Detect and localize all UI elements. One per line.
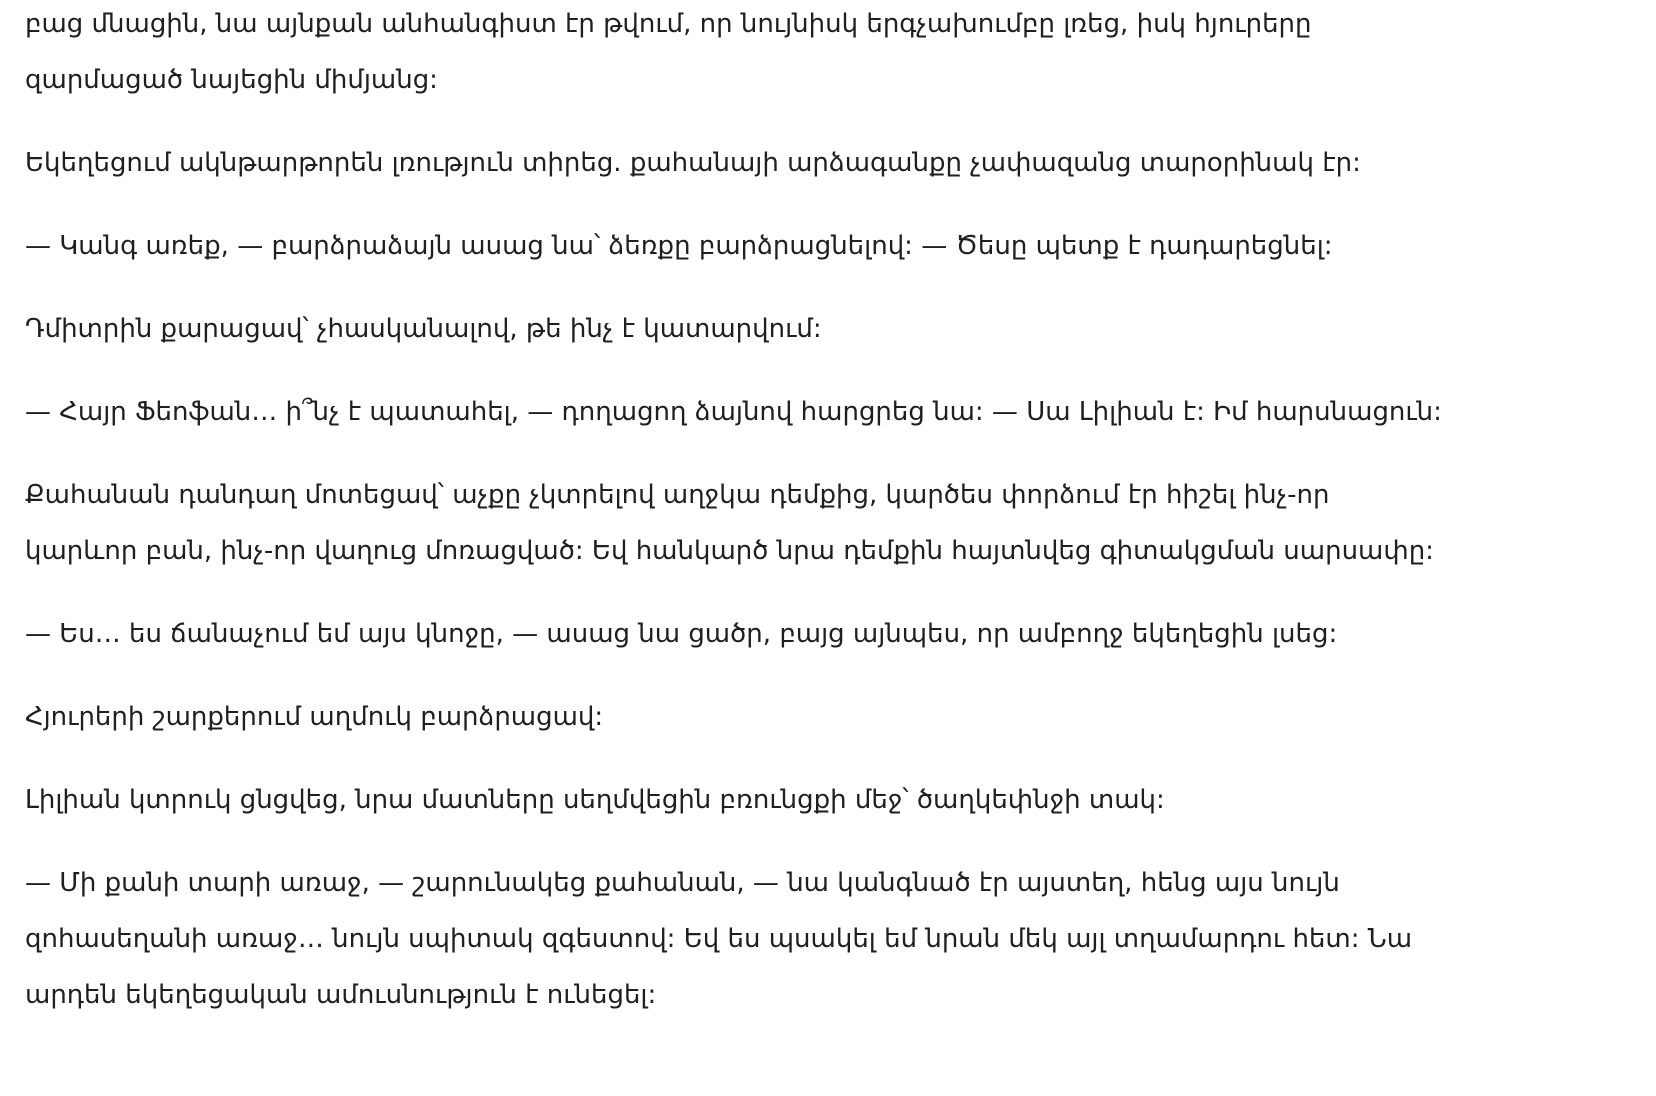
paragraph (25, 467, 1632, 579)
paragraph (25, 0, 1632, 108)
text-line: Հյուրերի շարքերում աղմուկ բարձրացավ: (25, 702, 604, 732)
paragraph (25, 855, 1632, 1023)
paragraph (25, 218, 1632, 274)
text-line: Եկեղեցում ակնթարթորեն լռություն տիրեց. քահանայի արձագանքը չափազանց տարօրինակ էր: (25, 148, 1361, 178)
text-line: բաց մնացին, նա այնքան անհանգիստ էր թվում, որ նույնիսկ երգչախումբը լռեց, իսկ հյուրերը (25, 9, 1312, 39)
paragraph (25, 135, 1632, 191)
text-line: զարմացած նայեցին միմյանց: (25, 65, 438, 95)
text-line: Լիլիան կտրուկ ցնցվեց, նրա մատները սեղմվեցին բռունցքի մեջ՝ ծաղկեփնջի տակ: (25, 785, 1165, 815)
text-line: — Հայր Ֆեոֆան… ի՞նչ է պատահել, — դողացող ձայնով հարցրեց նա: — Սա Լիլիան է: Իմ հարսնացուն: (25, 397, 1442, 427)
text-line: — Մի քանի տարի առաջ, — շարունակեց քահանան, — նա կանգնած էր այստեղ, հենց այս նույն (25, 868, 1340, 898)
paragraph (25, 772, 1632, 828)
paragraph (25, 689, 1632, 745)
story-text (25, 0, 1632, 1023)
text-line: զոհասեղանի առաջ… նույն սպիտակ զգեստով: Եվ ես պսակել եմ նրան մեկ այլ տղամարդու հետ: Նա (25, 924, 1413, 954)
text-line: — Կանգ առեք, — բարձրաձայն ասաց նա՝ ձեռքը բարձրացնելով: — Ծեսը պետք է դադարեցնել: (25, 231, 1333, 261)
text-line: — Ես… ես ճանաչում եմ այս կնոջը, — ասաց նա ցածր, բայց այնպես, որ ամբողջ եկեղեցին լսեց: (25, 619, 1338, 649)
paragraph (25, 301, 1632, 357)
text-line: Քահանան դանդաղ մոտեցավ՝ աչքը չկտրելով աղջկա դեմքից, կարծես փորձում էր հիշել ինչ-որ (25, 480, 1330, 510)
paragraph (25, 384, 1632, 440)
text-line: արդեն եկեղեցական ամուսնություն է ունեցել: (25, 980, 657, 1010)
paragraph (25, 606, 1632, 662)
text-line: Դմիտրին քարացավ՝ չհասկանալով, թե ինչ է կատարվում: (25, 314, 822, 344)
text-line: կարևոր բան, ինչ-որ վաղուց մոռացված: Եվ հանկարծ նրա դեմքին հայտնվեց գիտակցման սարսափը: (25, 536, 1434, 566)
